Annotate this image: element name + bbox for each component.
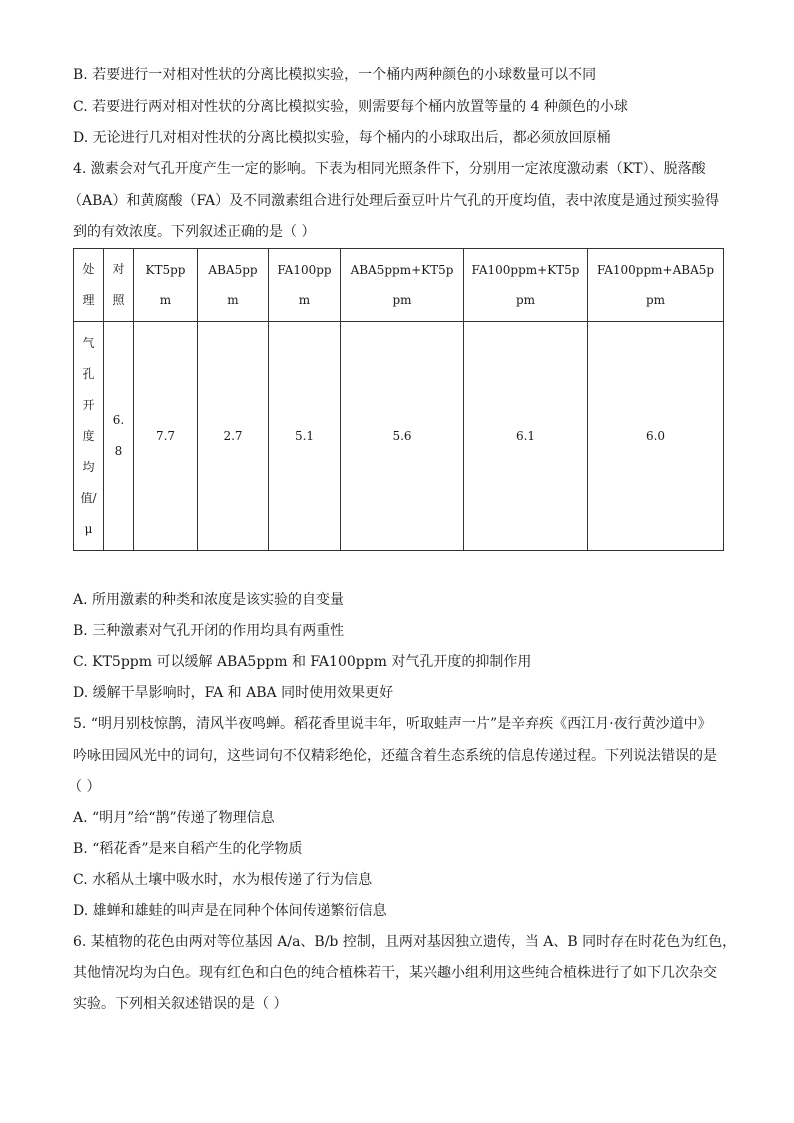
option-5d: D. 雄蝉和雄蛙的叫声是在同种个体间传递繁衍信息 <box>73 903 387 919</box>
question-5-stem-line-2: 吟咏田园风光中的词句，这些词句不仅精彩绝伦，还蕴含着生态系统的信息传递过程。下列说法错误的是 <box>73 748 717 764</box>
question-6-stem-line-2: 其他情况均为白色。现有红色和白色的纯合植株若干，某兴趣小组利用这些纯合植株进行了如下几次杂交 <box>73 965 717 981</box>
header-cell: FA100ppm <box>269 249 341 322</box>
option-5c: C. 水稻从土壤中吸水时，水为根传递了行为信息 <box>73 872 373 888</box>
header-cell: 处理 <box>74 249 104 322</box>
option-5b: B. “稻花香”是来自稻产生的化学物质 <box>73 841 303 857</box>
question-6-stem-line-1: 6. 某植物的花色由两对等位基因 A/a、B/b 控制，且两对基因独立遗传，当 A、B 同时存在时花色为红色， <box>73 934 737 950</box>
header-cell: 对照 <box>104 249 134 322</box>
table-header-row <box>74 249 724 322</box>
value-cell: 5.6 <box>341 322 464 551</box>
value-cell: 2.7 <box>198 322 269 551</box>
stomata-data-table <box>73 248 724 551</box>
option-4d: D. 缓解干旱影响时，FA 和 ABA 同时使用效果更好 <box>73 685 394 701</box>
question-6-stem-line-3: 实验。下列相关叙述错误的是（ ） <box>73 996 288 1012</box>
question-4-stem-line-2: （ABA）和黄腐酸（FA）及不同激素组合进行处理后蚕豆叶片气孔的开度均值，表中浓度是通过预实验得 <box>68 193 720 209</box>
value-cell: 6.1 <box>464 322 588 551</box>
option-4c: C. KT5ppm 可以缓解 ABA5ppm 和 FA100ppm 对气孔开度的抑制作用 <box>73 654 532 670</box>
header-cell: ABA5ppm+KT5ppm <box>341 249 464 322</box>
option-4b: B. 三种激素对气孔开闭的作用均具有两重性 <box>73 623 345 639</box>
option-4a: A. 所用激素的种类和浓度是该实验的自变量 <box>73 592 345 608</box>
header-cell: FA100ppm+ABA5ppm <box>588 249 724 322</box>
question-5-stem-line-1: 5. “明月别枝惊鹊，清风半夜鸣蝉。稻花香里说丰年，听取蛙声一片”是辛弃疾《西江月·夜行黄沙道中》 <box>73 716 712 732</box>
value-cell: 7.7 <box>134 322 198 551</box>
value-cell: 6.0 <box>588 322 724 551</box>
question-4-stem-line-3: 到的有效浓度。下列叙述正确的是（ ） <box>73 224 316 240</box>
header-cell: KT5ppm <box>134 249 198 322</box>
option-3c: C. 若要进行两对相对性状的分离比模拟实验，则需要每个桶内放置等量的 4 种颜色的小球 <box>73 99 628 115</box>
option-3b: B. 若要进行一对相对性状的分离比模拟实验，一个桶内两种颜色的小球数量可以不同 <box>73 67 597 83</box>
option-5a: A. “明月”给“鹊”传递了物理信息 <box>73 810 275 826</box>
value-cell: 5.1 <box>269 322 341 551</box>
question-4-stem-line-1: 4. 激素会对气孔开度产生一定的影响。下表为相同光照条件下，分别用一定浓度激动素（KT）、脱落酸 <box>73 161 706 177</box>
table-row <box>74 322 724 551</box>
row-label-cell: 气孔开度均值/μ <box>74 322 104 551</box>
option-3d: D. 无论进行几对相对性状的分离比模拟实验，每个桶内的小球取出后，都必须放回原桶 <box>73 130 611 146</box>
header-cell: FA100ppm+KT5ppm <box>464 249 588 322</box>
value-cell: 6.8 <box>104 322 134 551</box>
header-cell: ABA5ppm <box>198 249 269 322</box>
question-5-stem-line-3: （ ） <box>68 779 101 795</box>
